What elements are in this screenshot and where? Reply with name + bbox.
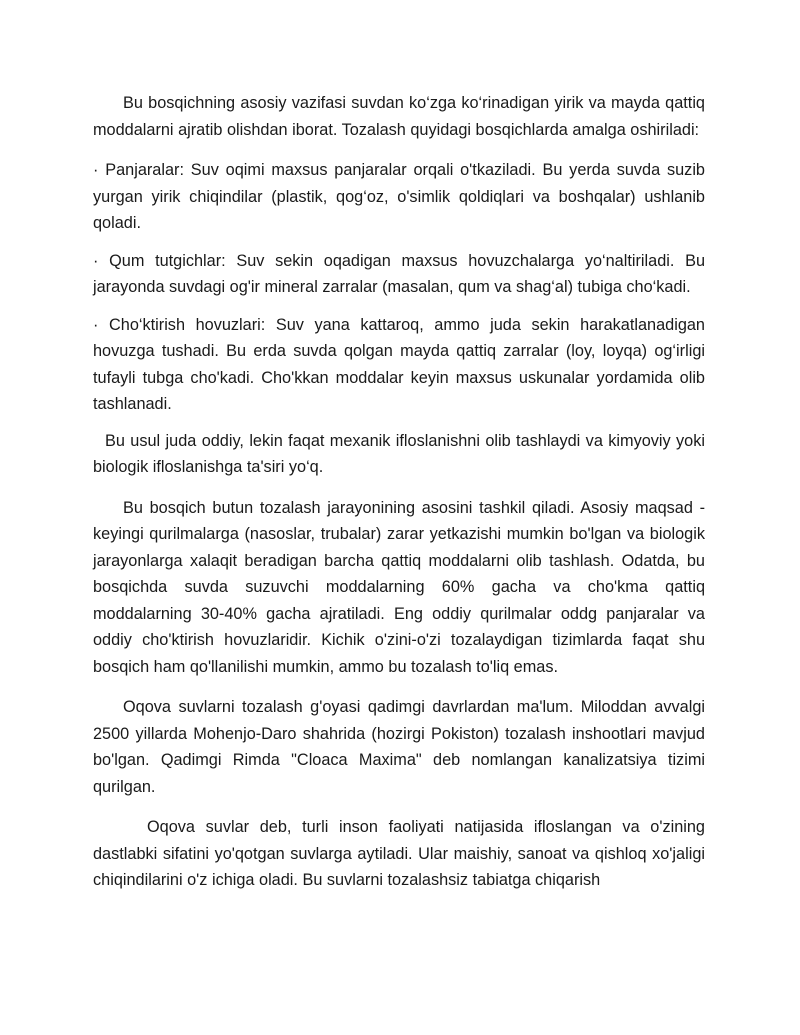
paragraph-method-summary: Bu usul juda oddiy, lekin faqat mexanik ifloslanishni olib tashlaydi va kimyoviy yoki biologik ifloslanishga ta'siri yo‘q.	[93, 431, 705, 476]
document-page	[93, 90, 705, 894]
list-item-panjaralar: · Panjaralar: Suv oqimi maxsus panjaralar orqali o'tkaziladi. Bu yerda suvda suzib yurgan yirik chiqindilar (plastik, qog‘oz, o'simlik qoldiqlari va boshqalar) ushlanib qoladi.	[93, 161, 705, 232]
paragraph-intro: Bu bosqichning asosiy vazifasi suvdan ko‘zga ko‘rinadigan yirik va mayda qattiq moddalarni ajratib olishdan iborat. Tozalash quyidagi bosqichlarda amalga oshiriladi:	[93, 94, 705, 139]
paragraph-definition: Oqova suvlar deb, turli inson faoliyati natijasida ifloslangan va o'zining dastlabki sifatini yo'qotgan suvlarga aytiladi. Ular maishiy, sanoat va qishloq xo'jaligi chiqindilarini o'z ichiga oladi. Bu suvlarni tozalashsiz tabiatga chiqarish	[93, 818, 705, 889]
list-item-qum-tutgichlar: · Qum tutgichlar: Suv sekin oqadigan maxsus hovuzchalarga yo‘naltiriladi. Bu jarayonda suvdagi og'ir mineral zarralar (masalan, qum va shag‘al) tubiga cho‘kadi.	[93, 251, 705, 296]
paragraph-history: Oqova suvlarni tozalash g'oyasi qadimgi davrlardan ma'lum. Miloddan avvalgi 2500 yillarda Mohenjo-Daro shahrida (hozirgi Pokiston) tozalash inshootlari mavjud bo'lgan. Qadimgi Rimda "Cloaca Maxima" deb nomlangan kanalizatsiya tizimi qurilgan.	[93, 698, 705, 796]
paragraph-stage-basis: Bu bosqich butun tozalash jarayonining asosini tashkil qiladi. Asosiy maqsad - keyingi qurilmalarga (nasoslar, trubalar) zarar yetkazishi mumkin bo'lgan va biologik jarayonlarga xalaqit beradigan barcha qattiq moddalarni olib tashlash. Odatda, bu bosqichda suvda suzuvchi moddalarning 60% gacha va cho'kma qattiq moddalarning 30-40% gacha ajratiladi. Eng oddiy qurilmalar oddg panjaralar va oddiy cho'ktirish hovuzlaridir. Kichik o'zini-o'zi tozalaydigan tizimlarda faqat shu bosqich ham qo'llanilishi mumkin, ammo bu tozalash to'liq emas.	[93, 498, 705, 676]
list-item-choktirish-hovuzlari: · Cho‘ktirish hovuzlari: Suv yana kattaroq, ammo juda sekin harakatlanadigan hovuzga tushadi. Bu erda suvda qolgan mayda qattiq zarralar (loy, loyqa) og‘irligi tufayli tubga cho'kadi. Cho'kkan moddalar keyin maxsus uskunalar yordamida olib tashlanadi.	[93, 315, 705, 413]
